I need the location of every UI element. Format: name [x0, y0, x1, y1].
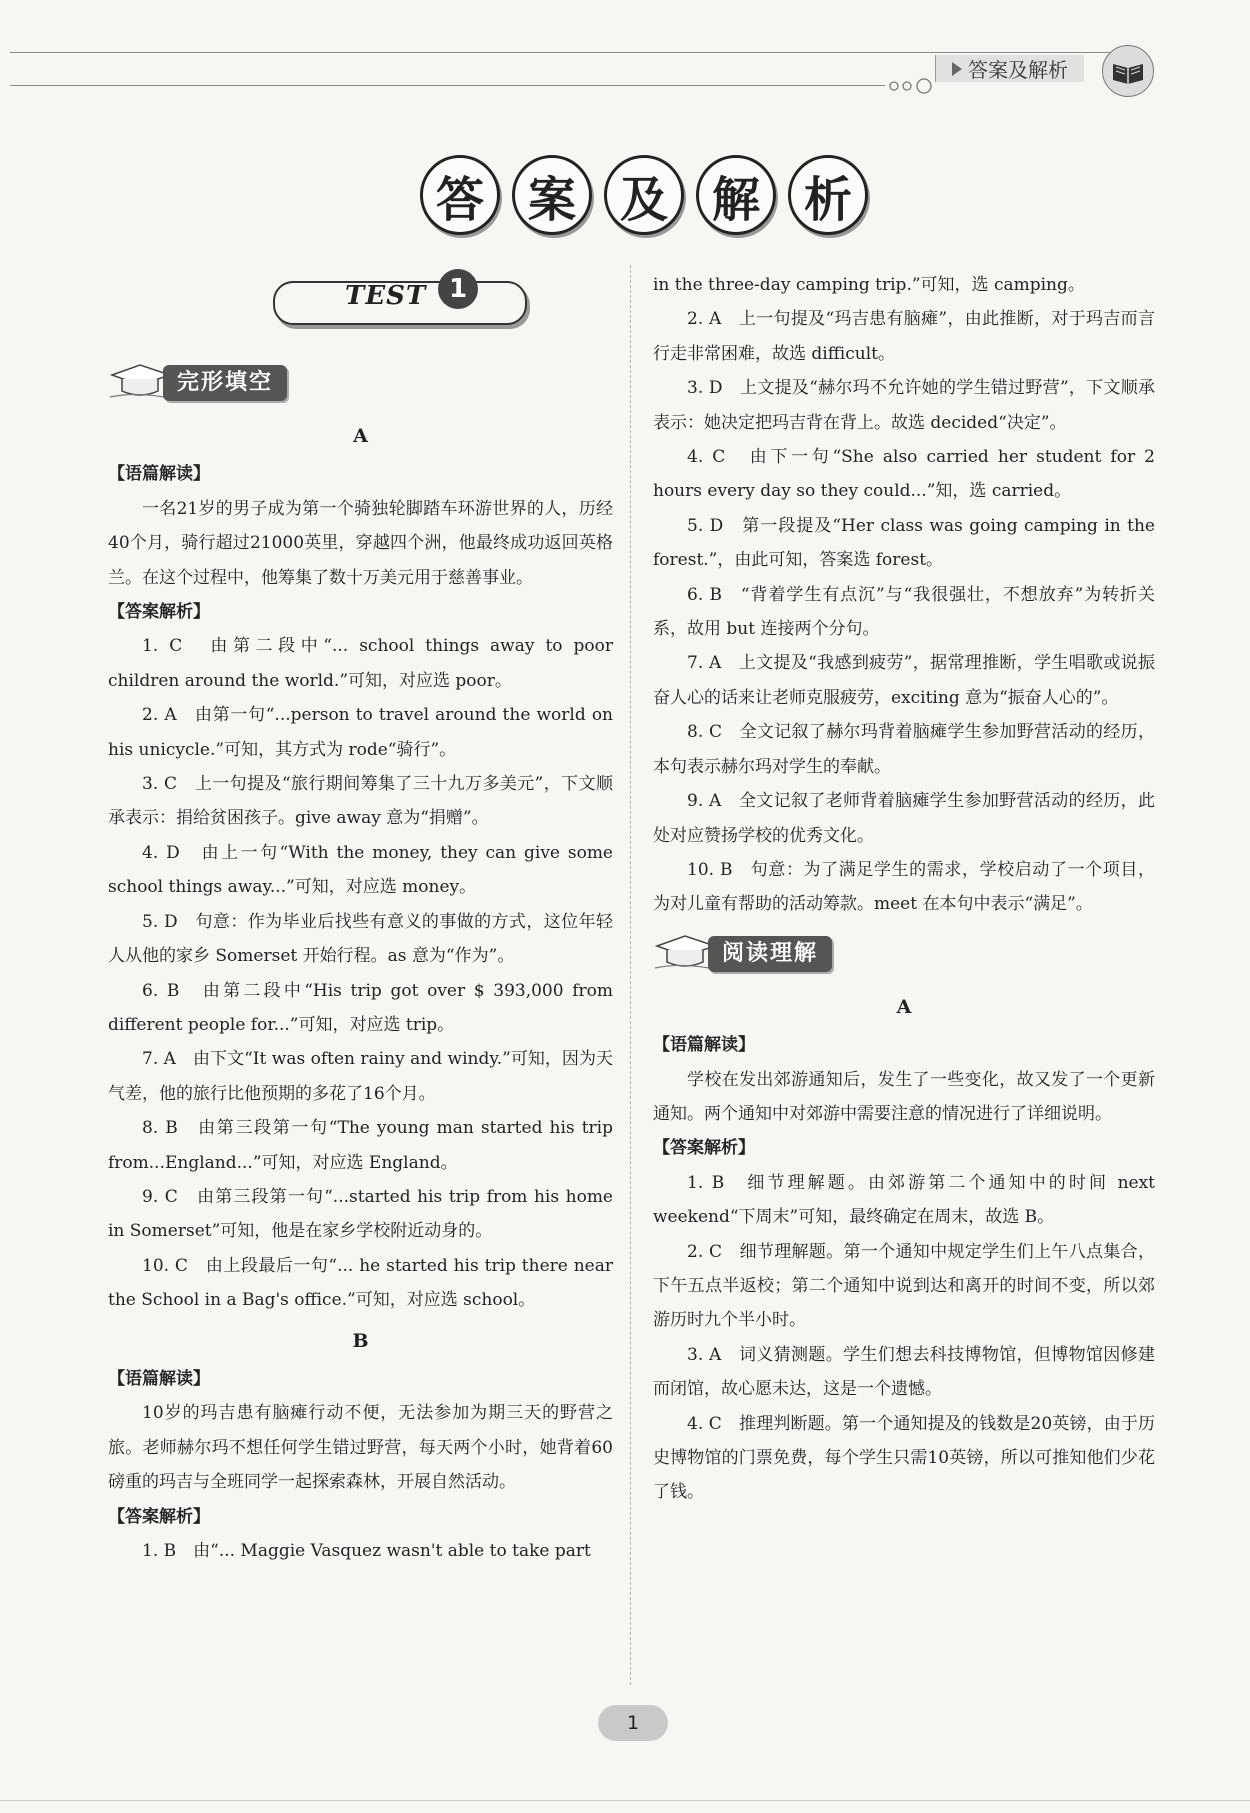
- header-section-tag: [935, 55, 1084, 82]
- answer-item: 9. C 由第三段第一句“...started his trip from his home in Somerset”可知，他是在家乡学校附近动身的。: [108, 1186, 613, 1242]
- answer-item: 4. C 推理判断题。第一个通知提及的钱数是20英镑，由于历史博物馆的门票免费，每个学生只需10英镑，所以可推知他们少花了钱。: [653, 1413, 1155, 1503]
- answer-item: 2. A 由第一句“...person to travel around the world on his unicycle.”可知，其方式为 rode“骑行”。: [108, 705, 613, 760]
- answer-item: 7. A 由下文“It was often rainy and windy.”可知，因为天气差，他的旅行比他预期的多花了16个月。: [108, 1049, 613, 1104]
- answer-item: 8. C 全文记叙了赫尔玛背着脑瘫学生参加野营活动的经历，本句表示赫尔玛对学生的奉献。: [653, 722, 1155, 777]
- reading-label: 【语篇解读】: [108, 464, 210, 485]
- answer-item: 4. D 由上一句“With the money, they can give some school things away...”可知，对应选 money。: [108, 842, 613, 898]
- answer-item: 7. A 上文提及“我感到疲劳”，据常理推断，学生唱歌或说振奋人心的话来让老师克服疲劳，exciting 意为“振奋人心的”。: [653, 653, 1155, 708]
- title-char: 析: [788, 155, 868, 235]
- left-column: [108, 268, 613, 1568]
- header-section-label: 答案及解析: [968, 58, 1068, 82]
- answers-label: 【答案解析】: [653, 1138, 755, 1159]
- answer-item: 5. D 第一段提及“Her class was going camping in the forest.”，由此可知，答案选 forest。: [653, 515, 1155, 571]
- reading-summary-b: 10岁的玛吉患有脑瘫行动不便，无法参加为期三天的野营之旅。老师赫尔玛不想任何学生错过野营，每天两个小时，她背着60磅重的玛吉与全班同学一起探索森林，开展自然活动。: [108, 1403, 613, 1493]
- answer-item: 2. A 上一句提及“玛吉患有脑瘫”，由此推断，对于玛吉而言行走非常困难，故选 difficult。: [653, 309, 1155, 364]
- reading-summary: 学校在发出郊游通知后，发生了一些变化，故又发了一个更新通知。两个通知中对郊游中需要注意的情况进行了详细说明。: [653, 1069, 1155, 1124]
- answer-item: 10. C 由上段最后一句“... he started his trip there near the School in a Bag's office.”可知，对应选 school。: [108, 1255, 613, 1311]
- answer-item: 9. A 全文记叙了老师背着脑瘫学生参加野营活动的经历，此处对应赞扬学校的优秀文化。: [653, 791, 1155, 846]
- part-label-b: B: [352, 1329, 369, 1352]
- answer-item: 2. C 细节理解题。第一个通知中规定学生们上午八点集合，下午五点半返校；第二个通知中说到达和离开的时间不变，所以郊游历时九个半小时。: [653, 1241, 1155, 1331]
- header-rule-bottom: [10, 85, 885, 86]
- section-title-reading: 阅读理解: [708, 936, 832, 972]
- test-banner: [273, 267, 613, 351]
- answer-item: 6. B “背着学生有点沉”与“我很强壮，不想放弃”为转折关系，故用 but 连接两个分句。: [653, 584, 1155, 640]
- triangle-icon: [952, 62, 962, 76]
- right-column: [653, 268, 1155, 1510]
- column-divider: [630, 265, 631, 1685]
- title-char: 案: [512, 155, 592, 235]
- answer-item: 1. B 由“... Maggie Vasquez wasn't able to take part: [142, 1541, 591, 1561]
- bottom-rule: [0, 1800, 1250, 1801]
- answer-item: 4. C 由下一句“She also carried her student for 2 hours every day so they could...”知，选 carried。: [653, 447, 1155, 502]
- answer-item-continued: in the three-day camping trip.”可知，选 camping。: [653, 275, 1085, 295]
- answer-item: 5. D 句意：作为毕业后找些有意义的事做的方式，这位年轻人从他的家乡 Somerset 开始行程。as 意为“作为”。: [108, 911, 613, 967]
- header-dots-icon: [888, 78, 934, 94]
- answer-item: 3. C 上一句提及“旅行期间筹集了三十九万多美元”，下文顺承表示：捐给贫困孩子。give away 意为“捐赠”。: [108, 774, 613, 829]
- reading-summary-a: 一名21岁的男子成为第一个骑独轮脚踏车环游世界的人，历经40个月，骑行超过21000英里，穿越四个洲，他最终成功返回英格兰。在这个过程中，他筹集了数十万美元用于慈善事业。: [108, 498, 613, 588]
- test-number: 1: [438, 269, 478, 309]
- answer-item: 1. B 细节理解题。由郊游第二个通知中的时间 next weekend“下周末”可知，最终确定在周末，故选 B。: [653, 1172, 1155, 1228]
- page-title: [420, 155, 868, 235]
- answer-item: 6. B 由第二段中“His trip got over $ 393,000 from different people for...”可知，对应选 trip。: [108, 980, 613, 1035]
- page-number: 1: [598, 1705, 668, 1741]
- title-char: 解: [696, 155, 776, 235]
- answer-item: 3. D 上文提及“赫尔玛不允许她的学生错过野营”，下文顺承表示：她决定把玛吉背在背上。故选 decided“决定”。: [653, 378, 1155, 433]
- answer-item: 3. A 词义猜测题。学生们想去科技博物馆，但博物馆因修建而闭馆，故心愿未达，这是一个遗憾。: [653, 1344, 1155, 1400]
- reading-label: 【语篇解读】: [653, 1035, 755, 1056]
- test-label: TEST: [345, 281, 427, 311]
- section-banner-cloze: [108, 355, 613, 413]
- section-title-cloze: 完形填空: [163, 365, 287, 401]
- answers-label: 【答案解析】: [108, 1506, 210, 1527]
- answers-label: 【答案解析】: [108, 602, 210, 623]
- section-banner-reading: [653, 926, 1155, 984]
- answer-item: 1. C 由第二段中“... school things away to poor children around the world.”可知，对应选 poor。: [108, 636, 613, 691]
- answer-item: 8. B 由第三段第一句“The young man started his trip from...England...”可知，对应选 England。: [108, 1118, 613, 1173]
- title-char: 答: [420, 155, 500, 235]
- title-char: 及: [604, 155, 684, 235]
- header-rule-top: [10, 52, 1145, 53]
- book-icon: [1102, 45, 1154, 97]
- part-label-a: A: [896, 995, 912, 1018]
- answer-item: 10. B 句意：为了满足学生的需求，学校启动了一个项目，为对儿童有帮助的活动筹款。meet 在本句中表示“满足”。: [653, 859, 1155, 915]
- reading-label: 【语篇解读】: [108, 1368, 210, 1389]
- part-label-a: A: [353, 425, 368, 447]
